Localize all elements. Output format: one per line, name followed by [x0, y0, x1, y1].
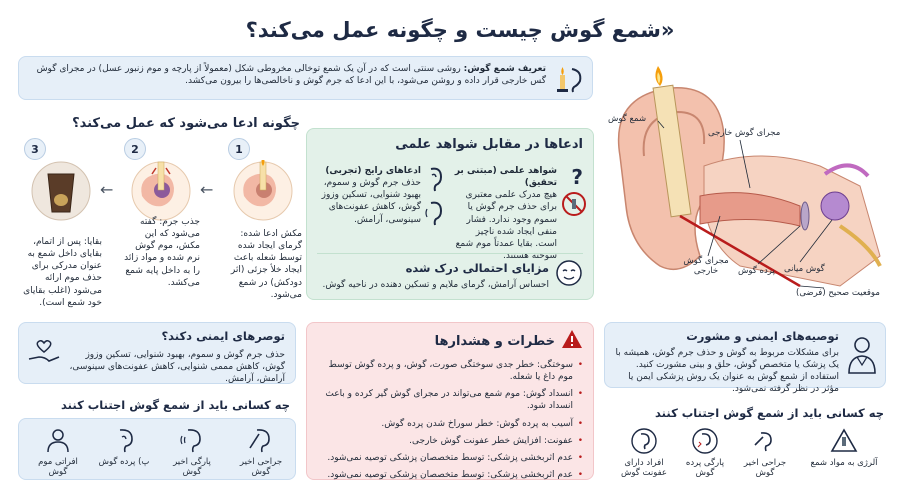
ear-icon-claims-2 — [425, 199, 445, 231]
ear-icon — [107, 423, 141, 457]
evidence-block — [453, 165, 557, 262]
candle-ear-icon — [554, 63, 584, 99]
claims-block — [313, 165, 421, 226]
step-text-3: بقایا: پس از اتمام، بقایای داخل شمع به عنوان مدرکی برای حذف موم ارائه می‌شود (اغلب بقایای خود شمع است). — [23, 237, 102, 308]
step-arrow-2: ← — [100, 180, 114, 199]
risk-item: • عدم اثربخشی پزشکی: توسط متخصصان پزشکی توصیه نمی‌شود. — [317, 469, 583, 481]
risk-item: • انسداد گوش: موم شمع می‌تواند در مجرای گوش گیر کرده و باعث انسداد شود. — [317, 388, 583, 412]
ear-anatomy-diagram — [600, 56, 890, 306]
step-image-1 — [230, 160, 296, 226]
no-candle-icon — [561, 191, 587, 221]
risk-item: • عفونت: افزایش خطر عفونت گوش خارجی. — [317, 435, 583, 447]
avoid-right-label-1: افراد دارای عفونت گوش — [621, 458, 667, 479]
risks-list — [317, 359, 583, 481]
avoid-left-item-4 — [231, 423, 291, 477]
step-number-1: 1 — [228, 138, 250, 160]
risk-item: • عدم اثربخشی پزشکی: توسط متخصصان پزشکی توصیه نمی‌شود. — [317, 452, 583, 464]
definition-body: روشی سنتی است که در آن یک شمع توخالی مخروطی شکل (معمولاً از پارچه و موم زنبور عسل) در مجرای گوش گس خارجی قرار داده و روشن می‌شود، با این ادعا که جرم گوش و ناخالصی‌ها را بیرون می‌کشد. — [36, 64, 546, 87]
step-number-2: 2 — [124, 138, 146, 160]
allergy-icon — [827, 424, 861, 458]
avoid-left-label-4: جراحی اخیر گوش — [239, 457, 283, 478]
label-eardrum: پرده گوش — [738, 266, 775, 276]
step-image-3 — [30, 160, 92, 226]
evidence-question-icon: ? — [571, 165, 583, 189]
label-outer-canal: مجرای گوش خارجی — [683, 256, 729, 276]
safety-text: برای مشکلات مربوط به گوش و حذف جرم گوش، همیشه با یک پزشک یا متخصص گوش، حلق و بینی مشورت کنید. استفاده از شمع گوش به عنوان یک روش پزشکی ایمن یا مؤثر در نظر گرفته نمی‌شود. — [615, 348, 839, 395]
risks-heading: خطرات و هشدارها — [434, 333, 555, 349]
avoid-right-label-4: آلرژی به مواد شمع — [810, 458, 878, 468]
claims-text: حذف جرم گوش و سموم، بهبود شنوایی، تسکین وزوز گوش، کاهش عفونت‌های سینوسی، آرامش. — [321, 178, 421, 225]
avoid-right-item-4 — [806, 424, 882, 468]
avoid-left-item-1 — [29, 423, 87, 477]
ear-surgery-icon — [244, 423, 278, 457]
how-heading: چگونه ادعا می‌شود که عمل می‌کند؟ — [72, 116, 300, 131]
claims-title: ادعاهای رایج (تجربی) — [325, 166, 421, 176]
avoid-right-item-2 — [680, 424, 730, 478]
warning-icon — [561, 329, 583, 353]
benefits-divider — [317, 253, 583, 254]
definition-heading: تعریف شمع گوش: — [463, 64, 546, 74]
avoid-right-label-3: جراحی اخیر گوش — [743, 458, 787, 479]
avoid-left-item-2 — [95, 423, 153, 467]
avoid-right-item-3 — [738, 424, 792, 478]
benefits-text: احساس آرامش، گرمای ملایم و تسکین دهنده در ناحیه گوش. — [322, 280, 549, 290]
definition-panel — [18, 56, 593, 100]
evidence-title: شواهد علمی (مبتنی بر تحقیق) — [454, 166, 557, 189]
avoid-left-label-3: پارگی اخیر گوش — [173, 457, 211, 478]
risk-item: • آسیب به پرده گوش: خطر سوراخ شدن پرده گوش. — [317, 418, 583, 430]
recommend-panel — [18, 322, 296, 384]
avoid-left-heading: چه کسانی باید از شمع گوش اجتناب کنند — [61, 398, 290, 412]
hand-heart-icon — [27, 337, 61, 371]
avoid-left-item-3 — [163, 423, 221, 477]
avoid-left-label-1: افراتی موم گوش — [38, 457, 78, 478]
safety-panel — [604, 322, 886, 395]
person-icon — [41, 423, 75, 457]
ear-infection-icon — [627, 424, 661, 458]
label-ear-candle: شمع گوش — [608, 114, 647, 124]
avoid-right-row — [614, 424, 886, 484]
step-text-2: جذب جرم: گفته می‌شود که این مکش، موم گوش نرم شده و مواد زائد را به داخل پایه شمع می‌کشد. — [124, 217, 200, 288]
evidence-text: هیچ مدرک علمی معتبری برای حذف جرم گوش یا سموم وجود ندارد. فشار منفی ایجاد شده ناچیز است. بقایا عمدتاً موم شمع سوخته هستند. — [455, 190, 557, 261]
perforated-eardrum-icon — [688, 424, 722, 458]
ear-sound-icon — [175, 423, 209, 457]
ear-icon-claims — [425, 165, 445, 197]
step-arrow-1: ← — [200, 180, 214, 199]
step-number-3: 3 — [24, 138, 46, 160]
step-text-1: مکش ادعا شده: گرمای ایجاد شده توسط شعله باعث ایجاد خلأ جزئی (اثر دودکش) در شمع می‌شود. — [230, 229, 302, 300]
definition-text — [29, 63, 546, 87]
page-title: «شمع گوش چیست و چگونه عمل می‌کند؟ — [245, 18, 675, 42]
label-correct-position: موقعیت صحیح (فرضی) — [796, 288, 880, 298]
avoid-right-item-1 — [614, 424, 674, 478]
safety-heading: توصیه‌های ایمنی و مشورت — [686, 329, 839, 343]
recommend-text: حذف جرم گوش و سموم، بهبود شنوایی، تسکین وزوز گوش، کاهش مممی شنوایی، کاهش عفونت‌های سینوسی، آرامش، آرامش. — [69, 350, 285, 385]
risk-item: • سوختگی: خطر جدی سوختگی صورت، گوش، و پرده گوش توسط موم داغ یا شعله. — [317, 359, 583, 383]
label-middle-ear: گوش میانی — [784, 264, 825, 274]
risks-panel — [306, 322, 594, 480]
avoid-right-label-2: پارگی پرده گوش — [685, 458, 725, 479]
label-ear-canal: مجرای گوش خارجی — [708, 128, 781, 138]
claims-heading: ادعاها در مقابل شواهد علمی — [395, 137, 583, 152]
risks-header — [317, 329, 583, 353]
doctor-icon — [845, 335, 879, 379]
claims-panel — [306, 128, 594, 300]
benefits-title: مزایای احتمالی درک شده — [405, 261, 549, 275]
avoid-right-heading: چه کسانی باید از شمع گوش اجتناب کنند — [655, 406, 884, 420]
avoid-left-panel — [18, 418, 296, 480]
recent-surgery-icon — [748, 424, 782, 458]
recommend-heading: توصرهای ایمنی دکند؟ — [161, 329, 285, 343]
relax-icon — [555, 259, 583, 291]
avoid-left-label-2: پ) پرده گوش — [98, 457, 150, 467]
